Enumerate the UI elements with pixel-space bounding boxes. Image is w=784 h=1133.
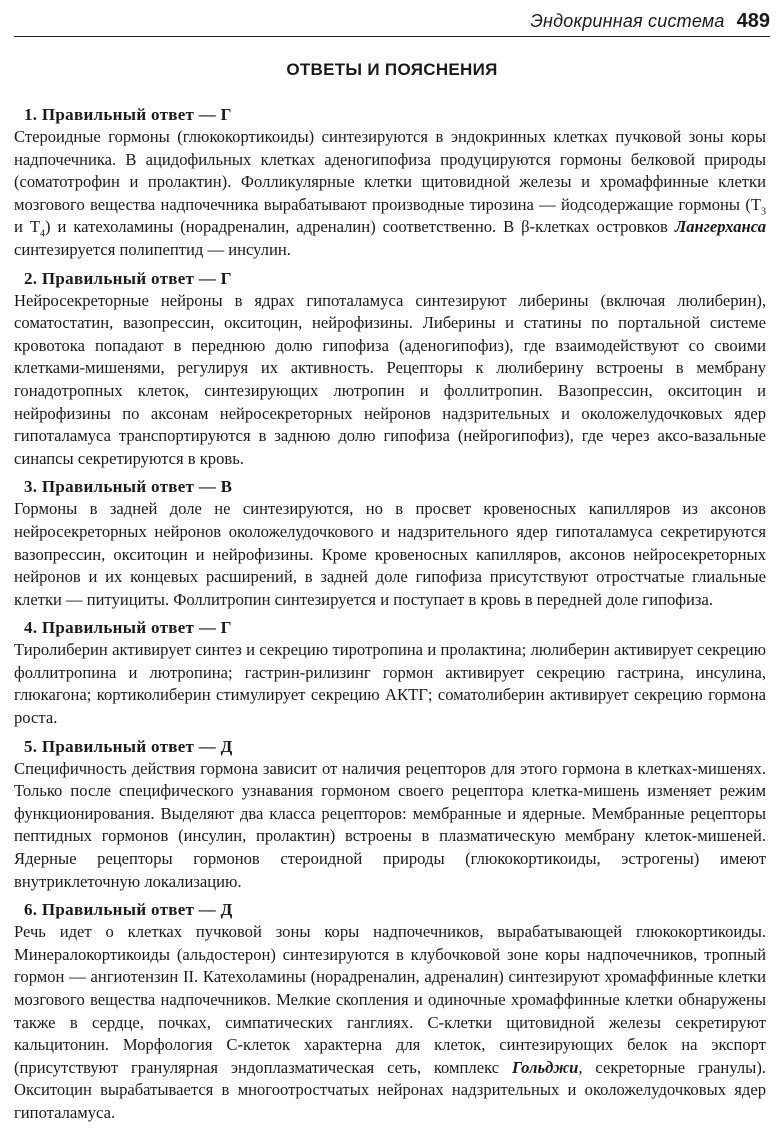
answer-heading: 5. Правильный ответ — Д xyxy=(24,736,233,756)
answer-explanation xyxy=(14,639,766,729)
explanation-text: Стероидные гормоны (глюкокортикоиды) синтезируются в эндокринных клетках пучковой зоны коры надпочечника. В ацидофильных клетках аденогипофиза продуцируются гормоны белковой природы (соматотрофин и пролактин). Фолликулярные клетки щитовидной железы и хромаффинные клетки мозгового вещества надпочечника вырабатывают производные тирозина — йодсодержащие гормоны (Т xyxy=(14,127,766,214)
answer-explanation xyxy=(14,290,766,471)
explanation-text: Нейросекреторные нейроны в ядрах гипоталамуса синтезируют либерины (включая люлиберин), соматостатин, вазопрессин, окситоцин, нейрофизины. Либерины и статины по портальной системе кровотока попадают в переднюю долю гипофиза (аденогипофиз), где взаимодействуют со своими клетками-мишенями, регулируя их активность. Рецепторы к люлиберину встроены в мембрану гонадотропных клеток, синтезирующих лютропин и фоллитропин. Вазопрессин, окситоцин и нейрофизины по аксонам нейросекреторных нейронов надзрительных и околожелудочковых ядер гипоталамуса транспортируются в заднюю долю гипофиза (нейрогипофиз), где через аксо-вазальные синапсы секретируются в кровь. xyxy=(14,290,766,468)
answer-heading: 3. Правильный ответ — В xyxy=(24,477,233,497)
answer-explanation xyxy=(14,498,766,611)
answer-block xyxy=(14,268,766,471)
subscript-index: 4 xyxy=(40,228,45,240)
subscript-index: 3 xyxy=(761,206,766,218)
explanation-text: , секреторные гранулы). Окситоцин вырабатывается в многоотростчатых нейронах надзрительных и околожелудочковых ядер гипоталамуса. xyxy=(14,1057,766,1122)
answer-block xyxy=(14,899,766,1124)
answer-block xyxy=(14,476,766,611)
answer-explanation xyxy=(14,126,766,262)
answers-list xyxy=(14,104,766,1131)
italic-term: Лангерханса xyxy=(674,217,766,237)
answer-block xyxy=(14,736,766,894)
explanation-text: ) и катехоламины (норадреналин, адреналин) соответственно. В β-клетках островков xyxy=(45,217,675,237)
chapter-title: Эндокринная система xyxy=(530,11,725,31)
italic-term: Гольджи xyxy=(511,1057,579,1077)
page-title: ОТВЕТЫ И ПОЯСНЕНИЯ xyxy=(286,60,498,79)
explanation-text: Гормоны в задней доле не синтезируются, но в просвет кровеносных капилляров из аксонов нейросекреторных нейронов околожелудочкового и надзрительного ядер гипоталамуса секретируются вазопрессин, окситоцин и нейрофизины. Кроме кровеносных капилляров, аксонов нейросекреторных нейронов и их концевых расширений, в задней доле гипофиза присутствуют отростчатые глиальные клетки — питуициты. Фоллитропин синтезируется и поступает в кровь в передней доле гипофиза. xyxy=(14,499,766,609)
answer-block xyxy=(14,104,766,262)
answer-heading: 1. Правильный ответ — Г xyxy=(24,105,232,124)
answer-heading: 4. Правильный ответ — Г xyxy=(24,618,232,638)
explanation-text: Речь идет о клетках пучковой зоны коры надпочечников, вырабатывающей глюкокортикоиды. Минералокортикоиды (альдостерон) синтезируются в клубочковой зоне коры надпочечников, тропный гормон — ангиотензин II. Катехоламины (норадреналин, адреналин) синтезируют хромаффинные клетки мозгового вещества надпочечников. Мелкие скопления и одиночные хромаффинные клетки обнаружены также в сердце, почках, симпатических ганглиях. С-клетки щитовидной железы секретируют кальцитонин. Морфология С-клеток характерна для клеток, синтезирующих белок на экспорт (присутствуют гранулярная эндоплазматическая сеть, комплекс xyxy=(14,922,766,1077)
explanation-text: Тиролиберин активирует синтез и секрецию тиротропина и пролактина; люлиберин активирует секрецию фоллитропина и лютропина; гастрин-рилизинг гормон активирует секрецию гастрина, инсулина, глюкагона; кортиколиберин стимулирует секрецию АКТГ; соматолиберин активирует секрецию гормона роста. xyxy=(14,640,766,728)
answer-heading: 2. Правильный ответ — Г xyxy=(24,268,232,288)
explanation-text: и Т xyxy=(14,217,40,237)
running-header xyxy=(14,10,770,37)
answer-block xyxy=(14,617,766,729)
answer-explanation xyxy=(14,921,766,1124)
page-number: 489 xyxy=(736,10,770,32)
answer-heading: 6. Правильный ответ — Д xyxy=(24,900,233,920)
explanation-text: Специфичность действия гормона зависит от наличия рецепторов для этого гормона в клетках-мишенях. Только после специфического узнавания гормоном своего рецептора клетка-мишень изменяет режим функционирования. Выделяют два класса рецепторов: мембранные и ядерные. Мембранные рецепторы пептидных гормонов (инсулин, пролактин) встроены в плазматическую мембрану клеток-мишеней. Ядерные рецепторы гормонов стероидной природы (глюкокортикоиды, эстрогены) имеют внутриклеточную локализацию. xyxy=(14,758,766,891)
answer-explanation xyxy=(14,758,766,894)
explanation-text: синтезируется полипептид — инсулин. xyxy=(14,239,291,259)
